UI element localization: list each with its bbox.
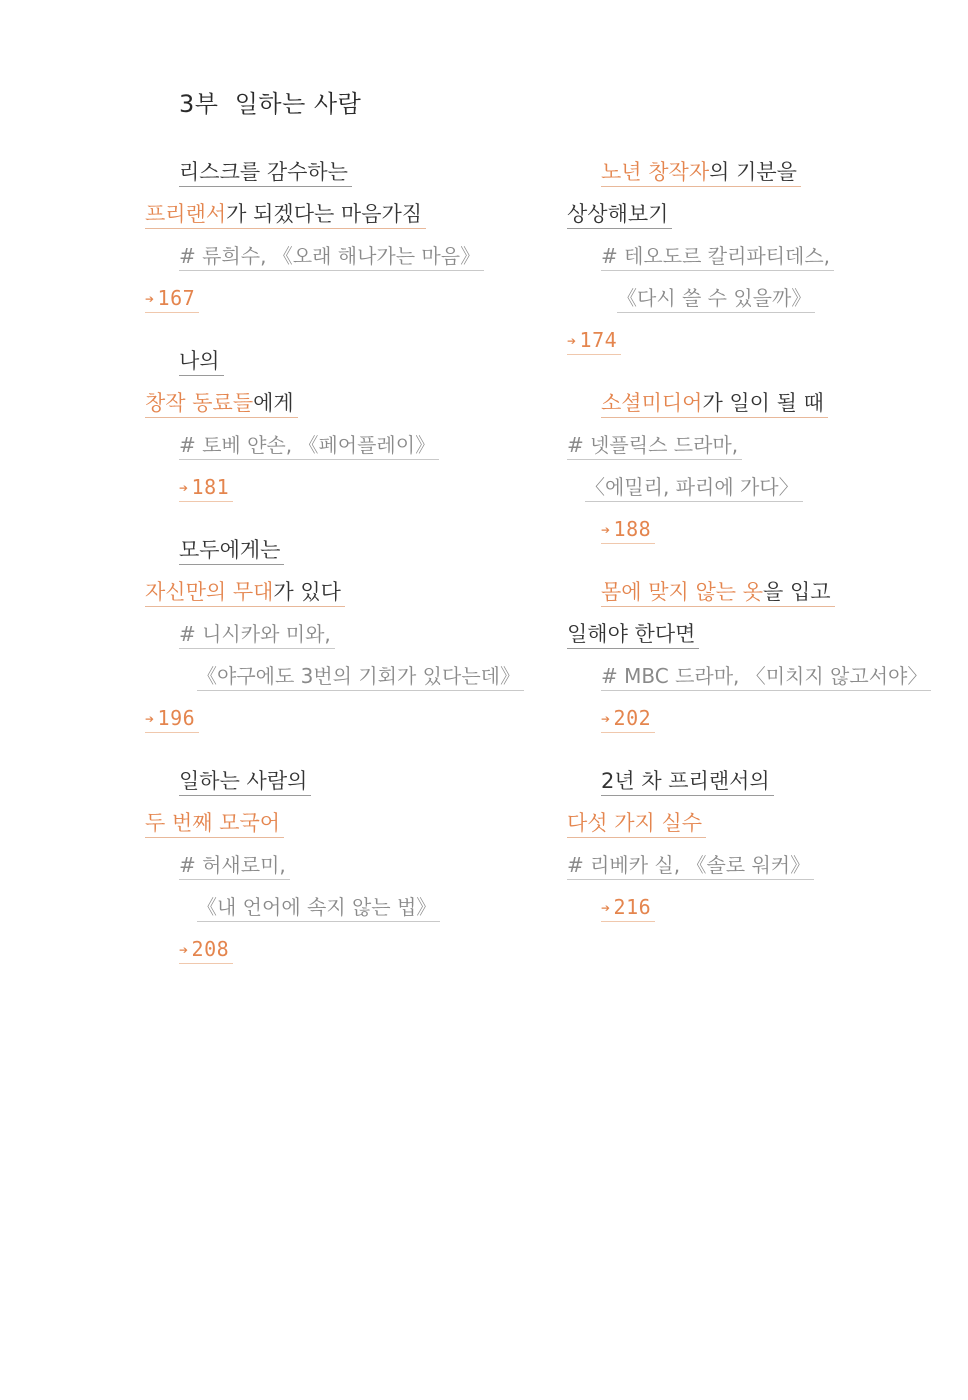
page-number: 167 bbox=[157, 286, 196, 310]
entry-title-line[interactable]: 모두에게는 bbox=[179, 536, 284, 565]
page-number: 202 bbox=[613, 706, 652, 730]
page-link[interactable] bbox=[179, 473, 233, 502]
page-link[interactable] bbox=[145, 284, 199, 313]
entry-title-line[interactable]: 상상해보기 bbox=[567, 200, 672, 229]
entry-title-line[interactable] bbox=[601, 389, 828, 418]
entry-source: # 리베카 실, 《솔로 워커》 bbox=[567, 851, 814, 880]
title-text: 의 기분을 bbox=[709, 160, 797, 184]
page-number: 174 bbox=[579, 328, 618, 352]
title-text: 을 입고 bbox=[763, 580, 831, 604]
entry-title-line[interactable] bbox=[145, 809, 284, 838]
arrow-right-icon: ➔ bbox=[179, 479, 189, 497]
page-number: 181 bbox=[191, 475, 230, 499]
title-text: 에게 bbox=[253, 391, 294, 415]
entry-title-line[interactable] bbox=[145, 389, 298, 418]
entry-source: # 허새로미, bbox=[179, 851, 290, 880]
highlight-text: 몸에 맞지 않는 옷 bbox=[601, 580, 764, 604]
highlight-text: 두 번째 모국어 bbox=[145, 811, 281, 835]
page-number: 188 bbox=[613, 517, 652, 541]
page-link[interactable] bbox=[601, 515, 655, 544]
entry-source: 〈에밀리, 파리에 가다〉 bbox=[585, 473, 803, 502]
page-number: 208 bbox=[191, 937, 230, 961]
arrow-right-icon: ➔ bbox=[179, 941, 189, 959]
highlight-text: 소셜미디어 bbox=[601, 391, 703, 415]
highlight-text: 다섯 가지 실수 bbox=[567, 811, 703, 835]
title-text: 가 되겠다는 마음가짐 bbox=[226, 202, 423, 226]
entry-title-line[interactable]: 리스크를 감수하는 bbox=[179, 158, 352, 187]
arrow-right-icon: ➔ bbox=[601, 710, 611, 728]
entry-source: 《야구에도 3번의 기회가 있다는데》 bbox=[197, 662, 524, 691]
entry-source: # MBC 드라마, 〈미치지 않고서야〉 bbox=[601, 662, 931, 691]
page-number: 196 bbox=[157, 706, 196, 730]
part-title: 3부 일하는 사람 bbox=[179, 90, 362, 118]
arrow-right-icon: ➔ bbox=[145, 290, 155, 308]
highlight-text: 노년 창작자 bbox=[601, 160, 710, 184]
entry-title-line[interactable]: 일하는 사람의 bbox=[179, 767, 311, 796]
entry-source: 《다시 쓸 수 있을까》 bbox=[617, 284, 815, 313]
arrow-right-icon: ➔ bbox=[145, 710, 155, 728]
highlight-text: 창작 동료들 bbox=[145, 391, 254, 415]
page-link[interactable] bbox=[145, 704, 199, 733]
page-link[interactable] bbox=[567, 326, 621, 355]
entry-source: 《내 언어에 속지 않는 법》 bbox=[197, 893, 440, 922]
page-number: 216 bbox=[613, 895, 652, 919]
arrow-right-icon: ➔ bbox=[601, 521, 611, 539]
entry-title-line[interactable] bbox=[601, 158, 801, 187]
title-text: 가 일이 될 때 bbox=[702, 391, 824, 415]
entry-source: # 넷플릭스 드라마, bbox=[567, 431, 742, 460]
page-link[interactable] bbox=[601, 704, 655, 733]
highlight-text: 프리랜서 bbox=[145, 202, 227, 226]
highlight-text: 자신만의 무대 bbox=[145, 580, 274, 604]
entry-source: # 토베 얀손, 《페어플레이》 bbox=[179, 431, 439, 460]
page-link[interactable] bbox=[601, 893, 655, 922]
title-text: 가 있다 bbox=[273, 580, 341, 604]
entry-title-line[interactable] bbox=[567, 809, 706, 838]
entry-title-line[interactable]: 나의 bbox=[179, 347, 224, 376]
arrow-right-icon: ➔ bbox=[567, 332, 577, 350]
entry-source: # 니시카와 미와, bbox=[179, 620, 335, 649]
entry-title-line[interactable]: 일해야 한다면 bbox=[567, 620, 699, 649]
arrow-right-icon: ➔ bbox=[601, 899, 611, 917]
entry-source: # 테오도르 칼리파티데스, bbox=[601, 242, 834, 271]
entry-title-line[interactable]: 2년 차 프리랜서의 bbox=[601, 767, 774, 796]
entry-title-line[interactable] bbox=[145, 200, 426, 229]
entry-title-line[interactable] bbox=[145, 578, 345, 607]
entry-title-line[interactable] bbox=[601, 578, 835, 607]
page-link[interactable] bbox=[179, 935, 233, 964]
entry-source: # 류희수, 《오래 해나가는 마음》 bbox=[179, 242, 484, 271]
